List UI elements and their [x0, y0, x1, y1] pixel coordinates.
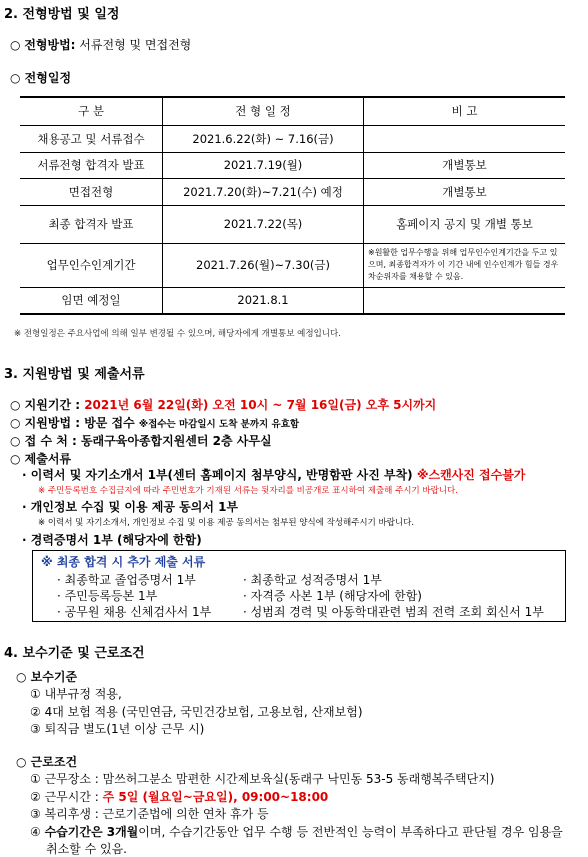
period-value: 2021년 6월 22일(화) 오전 10시 ~ 7월 16일(금) 오후 5시까지 — [84, 398, 437, 412]
extra-docs-left-1: · 최종학교 졸업증명서 1부 — [57, 573, 196, 587]
circle-bullet-icon: ○ — [10, 38, 21, 52]
doc-1-text: 이력서 및 자기소개서 1부(센터 홈페이지 첨부양식, 반명함판 사진 부착) — [30, 468, 417, 482]
circle-bullet-icon: ○ — [10, 452, 21, 466]
pay-title-line — [16, 668, 77, 685]
section-2-title: 2. 전형방법 및 일정 — [4, 7, 120, 22]
extra-docs-title: ※ 최종 합격 시 추가 제출 서류 — [41, 555, 206, 569]
apply-method-label: 지원방법 : 방문 접수 — [24, 416, 139, 430]
table-cell: 채용공고 및 서류접수 — [20, 125, 163, 152]
table-row — [20, 178, 565, 205]
pay-title: 보수기준 — [30, 670, 78, 684]
table-row — [20, 125, 565, 152]
work-item-4-bold: 수습기간은 3개월 — [44, 825, 139, 839]
circle-bullet-icon: ○ — [16, 755, 27, 769]
work-item-2-label: ② 근무시간 : — [30, 790, 103, 804]
work-item-3: ③ 복리후생 : 근로기준법에 의한 연차 휴가 등 — [30, 807, 269, 821]
table-cell: 2021.8.1 — [163, 287, 364, 314]
docs-title-line — [10, 450, 71, 467]
table-cell: 최종 합격자 발표 — [20, 205, 163, 243]
table-cell: 면접전형 — [20, 178, 163, 205]
extra-docs-right-2: · 자격증 사본 1부 (해당자에 한함) — [243, 589, 422, 603]
table-cell: 2021.7.22(목) — [163, 205, 364, 243]
table-header: 전 형 일 정 — [163, 97, 364, 125]
work-item-2 — [30, 788, 328, 805]
period-label: 지원기간 : — [24, 398, 85, 412]
schedule-title: 전형일정 — [24, 71, 72, 85]
work-title-line — [16, 753, 77, 770]
table-cell: 2021.6.22(화) ~ 7.16(금) — [163, 125, 364, 152]
pay-item-1: ① 내부규정 적용, — [30, 687, 122, 701]
circle-bullet-icon: ○ — [10, 71, 21, 85]
extra-docs-box — [32, 550, 566, 622]
table-cell: 개별통보 — [364, 178, 566, 205]
table-cell: 2021.7.20(화)~7.21(수) 예정 — [163, 178, 364, 205]
method-value: 서류전형 및 면접전형 — [75, 38, 192, 52]
table-header-row — [20, 97, 565, 125]
circle-bullet-icon: ○ — [10, 434, 21, 448]
apply-method-line — [10, 414, 299, 431]
doc-2-text: 개인정보 수집 및 이용 제공 동의서 1부 — [30, 500, 239, 514]
extra-docs-left-3: · 공무원 채용 신체검사서 1부 — [57, 605, 212, 619]
section-4-title: 4. 보수기준 및 근로조건 — [4, 646, 145, 661]
place-label: 접 수 처 : 동래구육아종합지원센터 2층 사무실 — [24, 434, 272, 448]
pay-item-3: ③ 퇴직금 별도(1년 이상 근무 시) — [30, 722, 205, 736]
table-cell-remark: ※원활한 업무수행을 위해 업무인수인계기간을 두고 있으며, 최종합격자가 이 기간 내에 인수인계가 힘들 경우 차순위자를 채용할 수 있음. — [364, 243, 566, 287]
doc-1-note: ※ 주민등록번호 수집금지에 따라 주민번호가 기재된 서류는 뒷자리를 비공개로 표시하여 제출해 주시기 바랍니다. — [38, 486, 458, 496]
apply-method-note: ※접수는 마감일시 도착 분까지 유효함 — [138, 419, 300, 430]
bullet-icon: · — [22, 533, 27, 547]
doc-3-text: 경력증명서 1부 (해당자에 한함) — [30, 533, 202, 547]
method-label: 전형방법: — [24, 38, 76, 52]
table-cell: 2021.7.26(월)~7.30(금) — [163, 243, 364, 287]
work-item-4 — [30, 823, 563, 840]
table-cell: 임면 예정일 — [20, 287, 163, 314]
table-cell: 업무인수인계기간 — [20, 243, 163, 287]
work-item-4-text: 이며, 수습기간동안 업무 수행 등 전반적인 능력이 부족하다고 판단될 경우 임용을 — [138, 825, 563, 839]
extra-docs-left-2: · 주민등록등본 1부 — [57, 589, 158, 603]
doc-2-note: ※ 이력서 및 자기소개서, 개인정보 수집 및 이용 제공 동의서는 첨부된 양식에 작성해주시기 바랍니다. — [38, 518, 415, 528]
period-line — [10, 396, 436, 413]
bullet-icon: · — [22, 468, 27, 482]
schedule-table — [20, 96, 565, 315]
table-cell: 2021.7.19(월) — [163, 152, 364, 178]
work-item-2-value: 주 5일 (월요일~금요일), 09:00~18:00 — [102, 790, 329, 804]
work-title: 근로조건 — [30, 755, 78, 769]
table-row — [20, 287, 565, 314]
method-line — [10, 36, 191, 53]
table-row — [20, 152, 565, 178]
table-row — [20, 205, 565, 243]
table-cell: 개별통보 — [364, 152, 566, 178]
extra-docs-right-1: · 최종학교 성적증명서 1부 — [243, 573, 382, 587]
doc-2 — [22, 498, 238, 515]
doc-1-warning: ※스캔사진 접수불가 — [416, 468, 526, 482]
circle-bullet-icon: ○ — [10, 416, 21, 430]
table-cell: 홈페이지 공지 및 개별 통보 — [364, 205, 566, 243]
table-cell — [364, 287, 566, 314]
pay-item-2: ② 4대 보험 적용 (국민연금, 국민건강보험, 고용보험, 산재보험) — [30, 705, 363, 719]
table-cell: 서류전형 합격자 발표 — [20, 152, 163, 178]
doc-1 — [22, 466, 525, 483]
section-3-title: 3. 지원방법 및 제출서류 — [4, 367, 145, 382]
work-item-4-cont: 취소할 수 있음. — [46, 842, 127, 856]
bullet-icon: · — [22, 500, 27, 514]
work-item-1: ① 근무장소 : 맘쓰허그분소 맘편한 시간제보육실(동래구 낙민동 53-5 동래행복주택단지) — [30, 772, 495, 786]
extra-docs-right-3: · 성범죄 경력 및 아동학대관련 범죄 전력 조회 회신서 1부 — [243, 605, 544, 619]
schedule-note: ※ 전형일정은 주요사업에 의해 일부 변경될 수 있으며, 해당자에게 개별통보 예정입니다. — [14, 329, 341, 339]
docs-title: 제출서류 — [24, 452, 72, 466]
circle-bullet-icon: ○ — [10, 398, 21, 412]
place-line — [10, 432, 272, 449]
table-cell — [364, 125, 566, 152]
table-header: 비 고 — [364, 97, 566, 125]
work-item-4-num: ④ — [30, 825, 45, 839]
table-row — [20, 243, 565, 287]
table-header: 구 분 — [20, 97, 163, 125]
circle-bullet-icon: ○ — [16, 670, 27, 684]
doc-3 — [22, 531, 202, 548]
schedule-title-line — [10, 69, 71, 86]
